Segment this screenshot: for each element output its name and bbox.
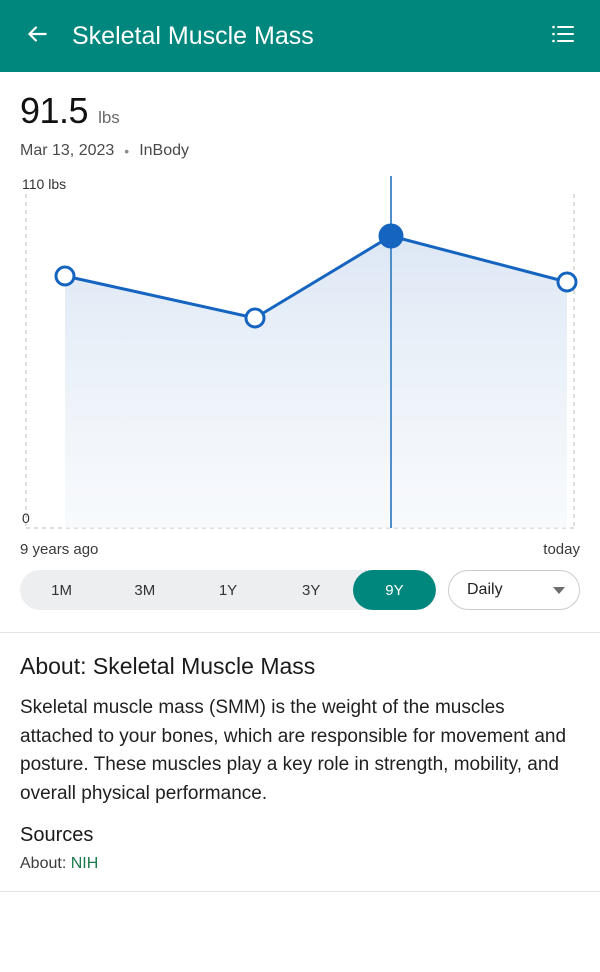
list-menu-button[interactable] <box>546 19 580 53</box>
about-heading: About: Skeletal Muscle Mass <box>20 653 316 679</box>
sources-link-nih[interactable]: NIH <box>70 855 99 872</box>
chart-x-labels <box>20 541 580 558</box>
reading-value: 91.5 <box>20 90 89 131</box>
sources-line <box>20 855 580 873</box>
range-segmented-control[interactable] <box>20 570 436 610</box>
back-button[interactable] <box>20 19 54 53</box>
sources-section <box>0 808 600 873</box>
range-option-9y[interactable]: 9Y <box>353 570 436 610</box>
sources-label: About: <box>20 855 67 872</box>
y-axis-min-label: 0 <box>22 510 30 526</box>
reading-date: Mar 13, 2023 <box>20 142 115 159</box>
reading-source: InBody <box>139 142 189 159</box>
list-icon <box>551 24 575 49</box>
app-bar <box>0 0 600 72</box>
chart-point-selected <box>380 225 402 247</box>
about-section <box>0 633 600 808</box>
interval-dropdown-label: Daily <box>467 581 503 598</box>
page-title: Skeletal Muscle Mass <box>72 21 314 50</box>
chart-point <box>246 309 264 327</box>
sources-heading: Sources <box>20 824 94 846</box>
bottom-divider <box>0 891 600 892</box>
reading-block <box>0 72 600 160</box>
range-option-1m[interactable]: 1M <box>51 581 73 599</box>
reading-value-row <box>20 90 580 132</box>
arrow-left-icon <box>24 21 50 52</box>
range-option-3y[interactable]: 3Y <box>302 581 321 599</box>
chart-point <box>558 273 576 291</box>
x-axis-start-label: 9 years ago <box>20 541 99 558</box>
about-body: Skeletal muscle mass (SMM) is the weight of the muscles attached to your bones, which are responsible for movement and posture. These muscles play a key role in strength, mobility, and overall physical performance. <box>20 697 567 804</box>
interval-dropdown[interactable] <box>448 570 580 610</box>
y-axis-max-label: 110 lbs <box>22 176 67 192</box>
chart-point <box>56 267 74 285</box>
range-option-3m[interactable]: 3M <box>134 581 156 599</box>
chart[interactable] <box>20 176 580 566</box>
x-axis-end-label: today <box>543 541 580 558</box>
chart-svg <box>20 176 580 536</box>
reading-meta <box>20 142 580 160</box>
range-selector-row <box>0 566 600 610</box>
range-option-1y[interactable]: 1Y <box>218 581 238 599</box>
reading-unit: lbs <box>98 108 120 127</box>
chevron-down-icon <box>553 587 565 594</box>
meta-separator: • <box>124 143 130 159</box>
